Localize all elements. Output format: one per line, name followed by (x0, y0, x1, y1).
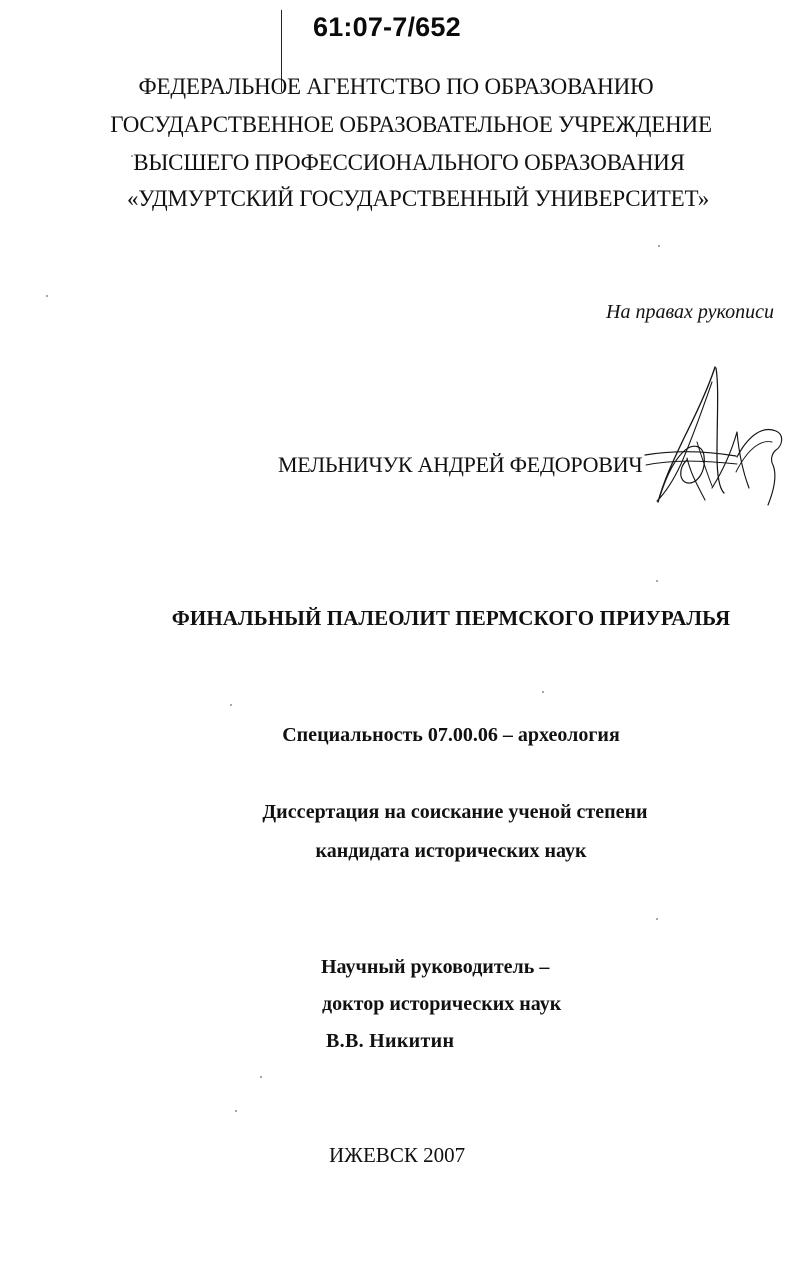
manuscript-rights-note: На правах рукописи (606, 301, 774, 323)
dissertation-title: ФИНАЛЬНЫЙ ПАЛЕОЛИТ ПЕРМСКОГО ПРИУРАЛЬЯ (171, 606, 731, 630)
author-name: МЕЛЬНИЧУК АНДРЕЙ ФЕДОРОВИЧ (278, 452, 643, 477)
city-and-year: ИЖЕВСК 2007 (329, 1143, 466, 1167)
degree-statement-line-2: кандидата исторических наук (315, 840, 587, 862)
archive-code: 61:07-7/652 (313, 12, 461, 42)
scan-speck (542, 691, 544, 693)
scan-speck (235, 1110, 237, 1112)
scan-speck (260, 1076, 262, 1078)
institution-line-1: ФЕДЕРАЛЬНОЕ АГЕНТСТВО ПО ОБРАЗОВАНИЮ (138, 74, 654, 99)
institution-line-3: ВЫСШЕГО ПРОФЕССИОНАЛЬНОГО ОБРАЗОВАНИЯ (133, 150, 685, 175)
institution-line-2: ГОСУДАРСТВЕННОЕ ОБРАЗОВАТЕЛЬНОЕ УЧРЕЖДЕНИЕ (110, 112, 712, 137)
scan-speck (46, 295, 48, 297)
institution-line-4: «УДМУРТСКИЙ ГОСУДАРСТВЕННЫЙ УНИВЕРСИТЕТ» (126, 186, 710, 211)
supervisor-name: В.В. Никитин (326, 1030, 455, 1052)
supervisor-label: Научный руководитель – (321, 956, 550, 978)
degree-statement-line-1: Диссертация на соискание ученой степени (262, 801, 648, 823)
scan-speck (656, 918, 658, 920)
supervisor-degree: доктор исторических наук (322, 993, 562, 1015)
scan-speck (131, 155, 133, 157)
scan-speck (230, 704, 232, 706)
scan-speck (656, 580, 658, 582)
scan-speck (658, 245, 660, 247)
handwritten-signature-icon (640, 362, 790, 512)
specialty-line: Специальность 07.00.06 – археология (282, 724, 620, 746)
